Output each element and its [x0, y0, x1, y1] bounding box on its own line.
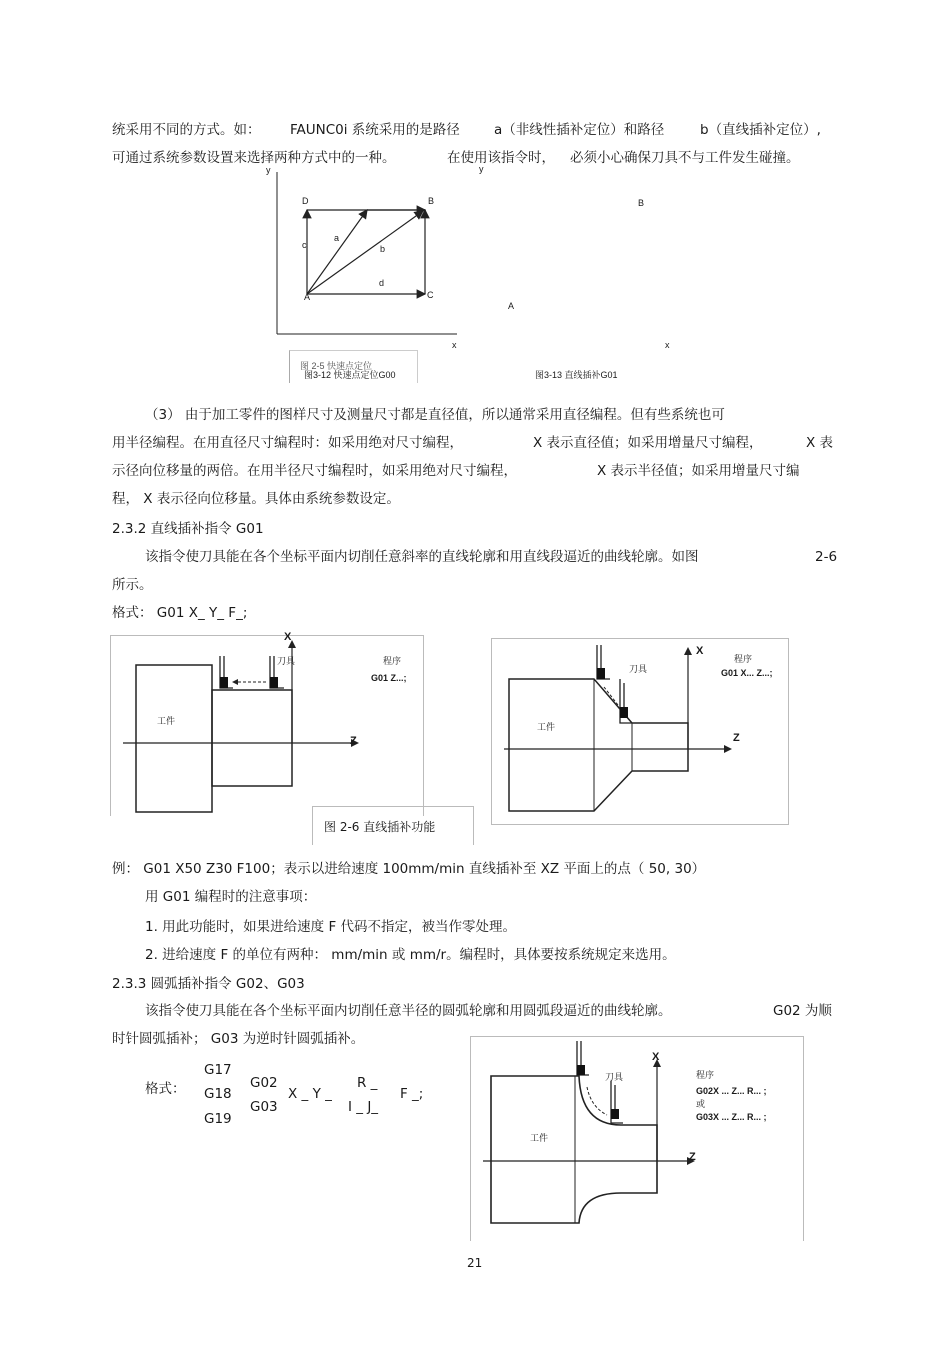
- fig27-workpiece: 工件: [530, 1133, 549, 1143]
- note-2: 2. 进给速度 F 的单位有两种： mm/min 或 mm/r。编程时，具体要按系统规定来选用。: [145, 947, 676, 963]
- sec232-desc1-b: 2-6: [815, 549, 838, 565]
- para1-line1-c: a（非线性插补定位）和路径: [494, 122, 665, 138]
- fig313-caption: 图3-13 直线插补G01: [535, 370, 618, 380]
- sec232-desc1-a: 该指令使刀具能在各个坐标平面内切削任意斜率的直线轮廓和用直线段逼近的曲线轮廓。如图: [145, 549, 699, 565]
- arc-format-g19: G19: [204, 1111, 232, 1127]
- fig25-path-c: c: [302, 240, 307, 250]
- para3-line2-a: 用半径编程。在用直径尺寸编程时：如采用绝对尺寸编程，: [112, 435, 463, 451]
- fig25-point-b: B: [428, 196, 435, 206]
- fig313-point-a: A: [508, 301, 515, 311]
- arc-format-r: R _: [357, 1075, 378, 1091]
- figure-rapid-positioning: [262, 162, 462, 342]
- arc-format-g18: G18: [204, 1086, 232, 1102]
- fig27-code-2: G03X ... Z... R... ;: [696, 1112, 767, 1122]
- arc-format-g17: G17: [204, 1062, 232, 1078]
- page-number: 21: [467, 1256, 483, 1270]
- fig26-right-x-axis: X: [696, 645, 704, 657]
- fig27-program: 程序: [696, 1070, 715, 1080]
- sec233-desc1-a: 该指令使刀具能在各个坐标平面内切削任意半径的圆弧轮廓和用圆弧段逼近的曲线轮廓。: [145, 1003, 672, 1019]
- fig27-tool: 刀具: [605, 1072, 624, 1082]
- sec233-desc1-b: G02 为顺: [773, 1003, 832, 1019]
- fig313-x-axis-label: x: [665, 340, 670, 350]
- fig26-left-code: G01 Z...;: [371, 673, 407, 683]
- note-1: 1. 用此功能时，如果进给速度 F 代码不指定，被当作零处理。: [145, 919, 517, 935]
- para1-line2-c: 必须小心确保刀具不与工件发生碰撞。: [570, 150, 800, 166]
- arc-format-g03: G03: [250, 1099, 278, 1115]
- fig25-point-c: C: [427, 290, 434, 300]
- example-line: 例： G01 X50 Z30 F100；表示以进给速度 100mm/min 直线插补至 XZ 平面上的点（ 50, 30）: [112, 861, 706, 877]
- para3-line3-b: X 表示半径值；如采用增量尺寸编: [597, 463, 800, 479]
- fig27-x-axis: X: [652, 1051, 660, 1063]
- para3-line3-a: 示径向位移量的两倍。在用半径尺寸编程时，如采用绝对尺寸编程，: [112, 463, 517, 479]
- fig26-right-workpiece: 工件: [537, 722, 556, 732]
- fig26-right-tool: 刀具: [629, 664, 648, 674]
- para1-line1-a: 统采用不同的方式。如：: [112, 122, 261, 138]
- arc-format-ij: I _ J_: [348, 1099, 379, 1115]
- para3-line1: （3） 由于加工零件的图样尺寸及测量尺寸都是直径值，所以通常采用直径编程。但有些系统也可: [145, 407, 725, 423]
- fig27-code-1: G02X ... Z... R... ;: [696, 1086, 767, 1096]
- arc-format-label: 格式：: [145, 1081, 186, 1097]
- fig313-y-axis-label: y: [479, 164, 484, 174]
- fig25-path-b: b: [380, 244, 386, 254]
- fig26-left-x-axis: X: [284, 631, 292, 643]
- section-232-heading: 2.3.2 直线插补指令 G01: [112, 521, 264, 537]
- para3-line2-b: X 表示直径值；如采用增量尺寸编程，: [533, 435, 763, 451]
- fig25-caption: 图3-12 快速点定位G00: [304, 370, 396, 380]
- para3-line2-c: X 表: [806, 435, 834, 451]
- fig26-right-code: G01 X... Z...;: [721, 668, 773, 678]
- fig27-z-axis: Z: [689, 1151, 696, 1163]
- para1-line2-a: 可通过系统参数设置来选择两种方式中的一种。: [112, 150, 396, 166]
- section-233-heading: 2.3.3 圆弧插补指令 G02、G03: [112, 976, 305, 992]
- fig27-or: 或: [696, 1099, 706, 1109]
- arc-format-g02: G02: [250, 1075, 278, 1091]
- para1-line2-b: 在使用该指令时，: [447, 150, 555, 166]
- sec233-desc2: 时针圆弧插补； G03 为逆时针圆弧插补。: [112, 1031, 365, 1047]
- fig26-left-workpiece: 工件: [157, 716, 176, 726]
- fig25-path-a: a: [334, 233, 340, 243]
- fig26-right-z-axis: Z: [733, 732, 740, 744]
- para1-line1-b: FAUNC0i 系统采用的是路径: [290, 122, 460, 138]
- figure-arc-interpolation: [470, 1036, 804, 1241]
- fig25-x-axis-label: x: [452, 340, 457, 350]
- para1-line1-d: b（直线插补定位）,: [700, 122, 821, 138]
- fig25-y-axis-label: y: [266, 165, 271, 175]
- notes-title: 用 G01 编程时的注意事项：: [145, 889, 317, 905]
- fig25-point-a: A: [304, 292, 311, 302]
- sec232-desc2: 所示。: [112, 577, 153, 593]
- arc-format-f: F _;: [400, 1086, 424, 1102]
- fig313-point-b: B: [638, 198, 645, 208]
- sec232-format: 格式： G01 X_ Y_ F_;: [112, 605, 248, 621]
- para3-line4: 程， X 表示径向位移量。具体由系统参数设定。: [112, 491, 400, 507]
- fig26-caption: 图 2-6 直线插补功能: [324, 820, 436, 834]
- fig26-left-z-axis: Z: [350, 735, 357, 747]
- fig26-left-program: 程序: [383, 656, 402, 666]
- fig25-point-d: D: [302, 196, 309, 206]
- fig26-right-program: 程序: [734, 654, 753, 664]
- fig26-left-tool: 刀具: [277, 656, 296, 666]
- fig25-caption-old: 图 2-5 快速点定位: [300, 361, 373, 371]
- arc-format-xy: X _ Y _: [288, 1086, 332, 1102]
- fig25-path-d: d: [379, 278, 385, 288]
